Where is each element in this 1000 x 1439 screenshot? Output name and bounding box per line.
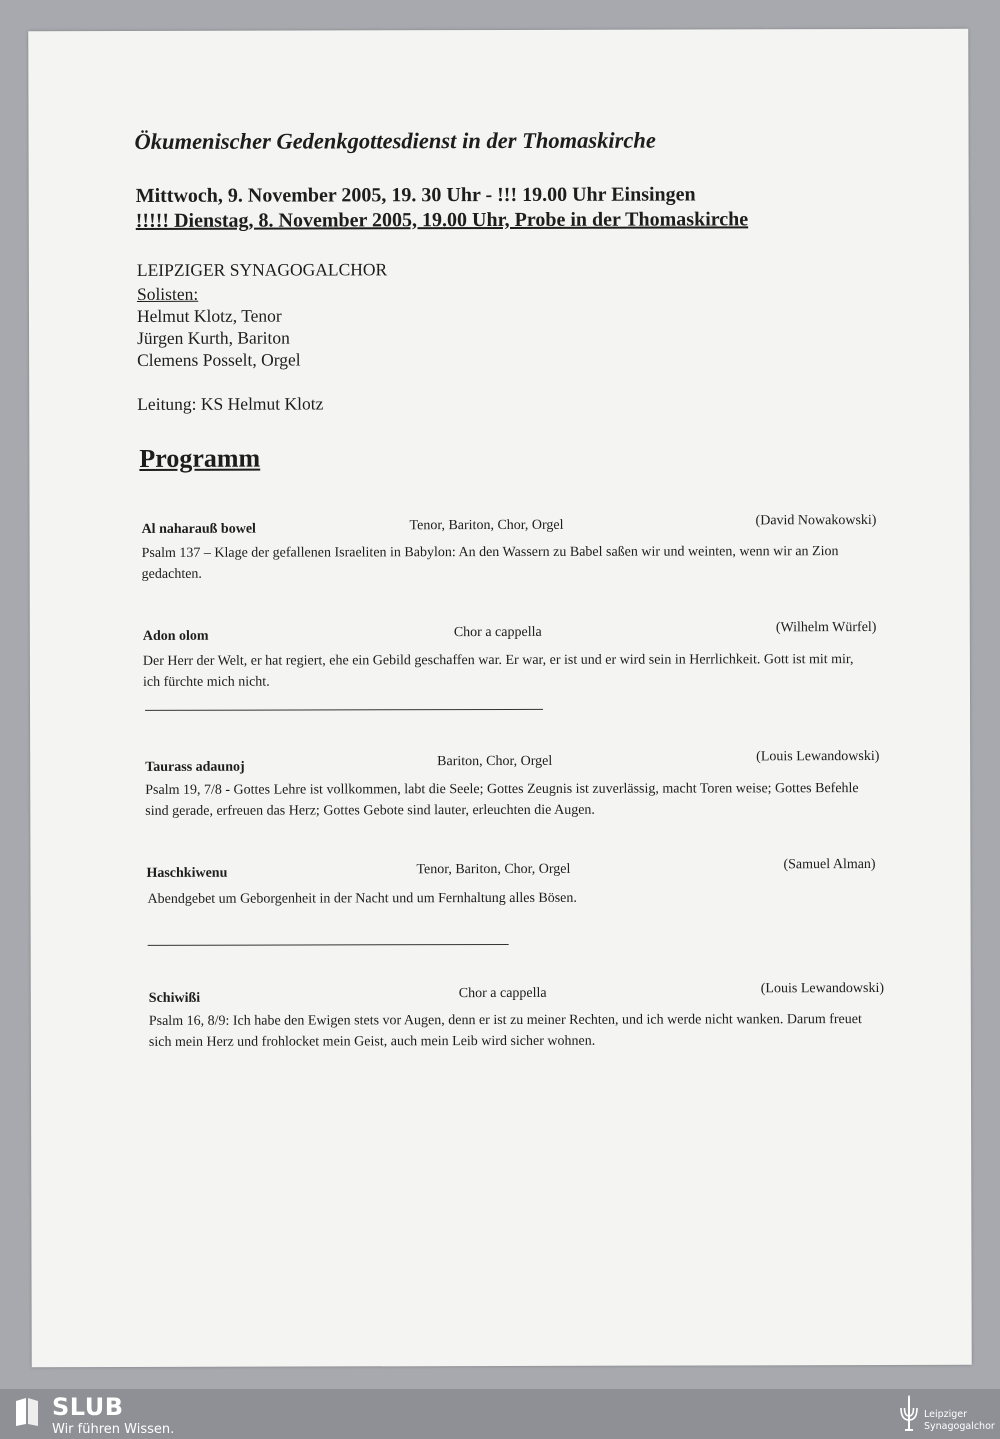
- page-title: Ökumenischer Gedenkgottesdienst in der Thomaskirche: [134, 127, 656, 154]
- soloist: Clemens Posselt, Orgel: [137, 349, 301, 370]
- service-date: Mittwoch, 9. November 2005, 19. 30 Uhr - !!! 19.00 Uhr Einsingen: [135, 183, 696, 207]
- library-tagline: Wir führen Wissen.: [52, 1422, 175, 1437]
- partner-name-line2: Synagogalchor: [924, 1421, 995, 1432]
- piece-composer: (Wilhelm Würfel): [775, 620, 877, 636]
- piece-voices: Tenor, Bariton, Chor, Orgel: [416, 861, 571, 878]
- piece-description: Psalm 19, 7/8 - Gottes Lehre ist vollkommen, labt die Seele; Gottes Zeugnis ist zuverlässig, macht Toren weise; Gottes Befehle sind gerade, erfreuen das Herz; Gottes Gebote sind lauter, erleuchten die Augen.: [145, 781, 859, 819]
- piece-composer: (Louis Lewandowski): [760, 980, 885, 997]
- piece-title: Taurass adaunoj: [145, 759, 245, 775]
- piece-voices: Chor a cappella: [453, 624, 542, 641]
- piece-voices: Chor a cappella: [458, 985, 547, 1002]
- soloist: Helmut Klotz, Tenor: [136, 305, 282, 326]
- choir-name: LEIPZIGER SYNAGOGALCHOR: [136, 259, 388, 280]
- piece-composer: (Samuel Alman): [783, 857, 876, 873]
- partner-name-line1: Leipziger: [924, 1409, 968, 1420]
- programm-heading: Programm: [139, 443, 261, 473]
- book-icon: [14, 1397, 40, 1427]
- soloists-label: Solisten:: [136, 283, 199, 304]
- piece-title: Schiwißi: [148, 990, 201, 1006]
- piece-description: Abendgebet um Geborgenheit in der Nacht und um Fernhaltung alles Bösen.: [147, 890, 577, 907]
- piece-description: Psalm 16, 8/9: Ich habe den Ewigen stets vor Augen, denn er ist zu meiner Rechten, und ich werde nicht wanken. Darum freuet sich mein Herz und frohlocket mein Geist, auch mein Leib wird sicher wohnen.: [148, 1012, 862, 1050]
- piece-description: Psalm 137 – Klage der gefallenen Israeliten in Babylon: An den Wassern zu Babel saßen wir und weinten, wenn wir an Zion gedachten.: [141, 544, 839, 582]
- document-page: [28, 29, 971, 1367]
- piece-description: Der Herr der Welt, er hat regiert, ehe ein Gebild geschaffen war. Er war, er ist und er wird sein in Herrlichkeit. Gott ist mit mir, ich fürchte mich nicht.: [142, 652, 854, 690]
- rehearsal-date: !!!!! Dienstag, 8. November 2005, 19.00 Uhr, Probe in der Thomaskirche: [135, 208, 749, 232]
- conductor: Leitung: KS Helmut Klotz: [137, 393, 324, 414]
- piece-voices: Tenor, Bariton, Chor, Orgel: [409, 517, 564, 534]
- section-divider: [145, 709, 543, 711]
- section-divider: [148, 944, 509, 946]
- menorah-icon: [898, 1394, 920, 1434]
- piece-composer: (David Nowakowski): [755, 513, 877, 529]
- piece-composer: (Louis Lewandowski): [756, 749, 880, 765]
- piece-title: Haschkiwenu: [146, 865, 228, 881]
- piece-title: Al naharauß bowel: [141, 521, 256, 537]
- library-name: SLUB: [52, 1393, 124, 1421]
- piece-title: Adon olom: [142, 628, 209, 644]
- piece-voices: Bariton, Chor, Orgel: [437, 753, 553, 770]
- soloist: Jürgen Kurth, Bariton: [137, 327, 290, 348]
